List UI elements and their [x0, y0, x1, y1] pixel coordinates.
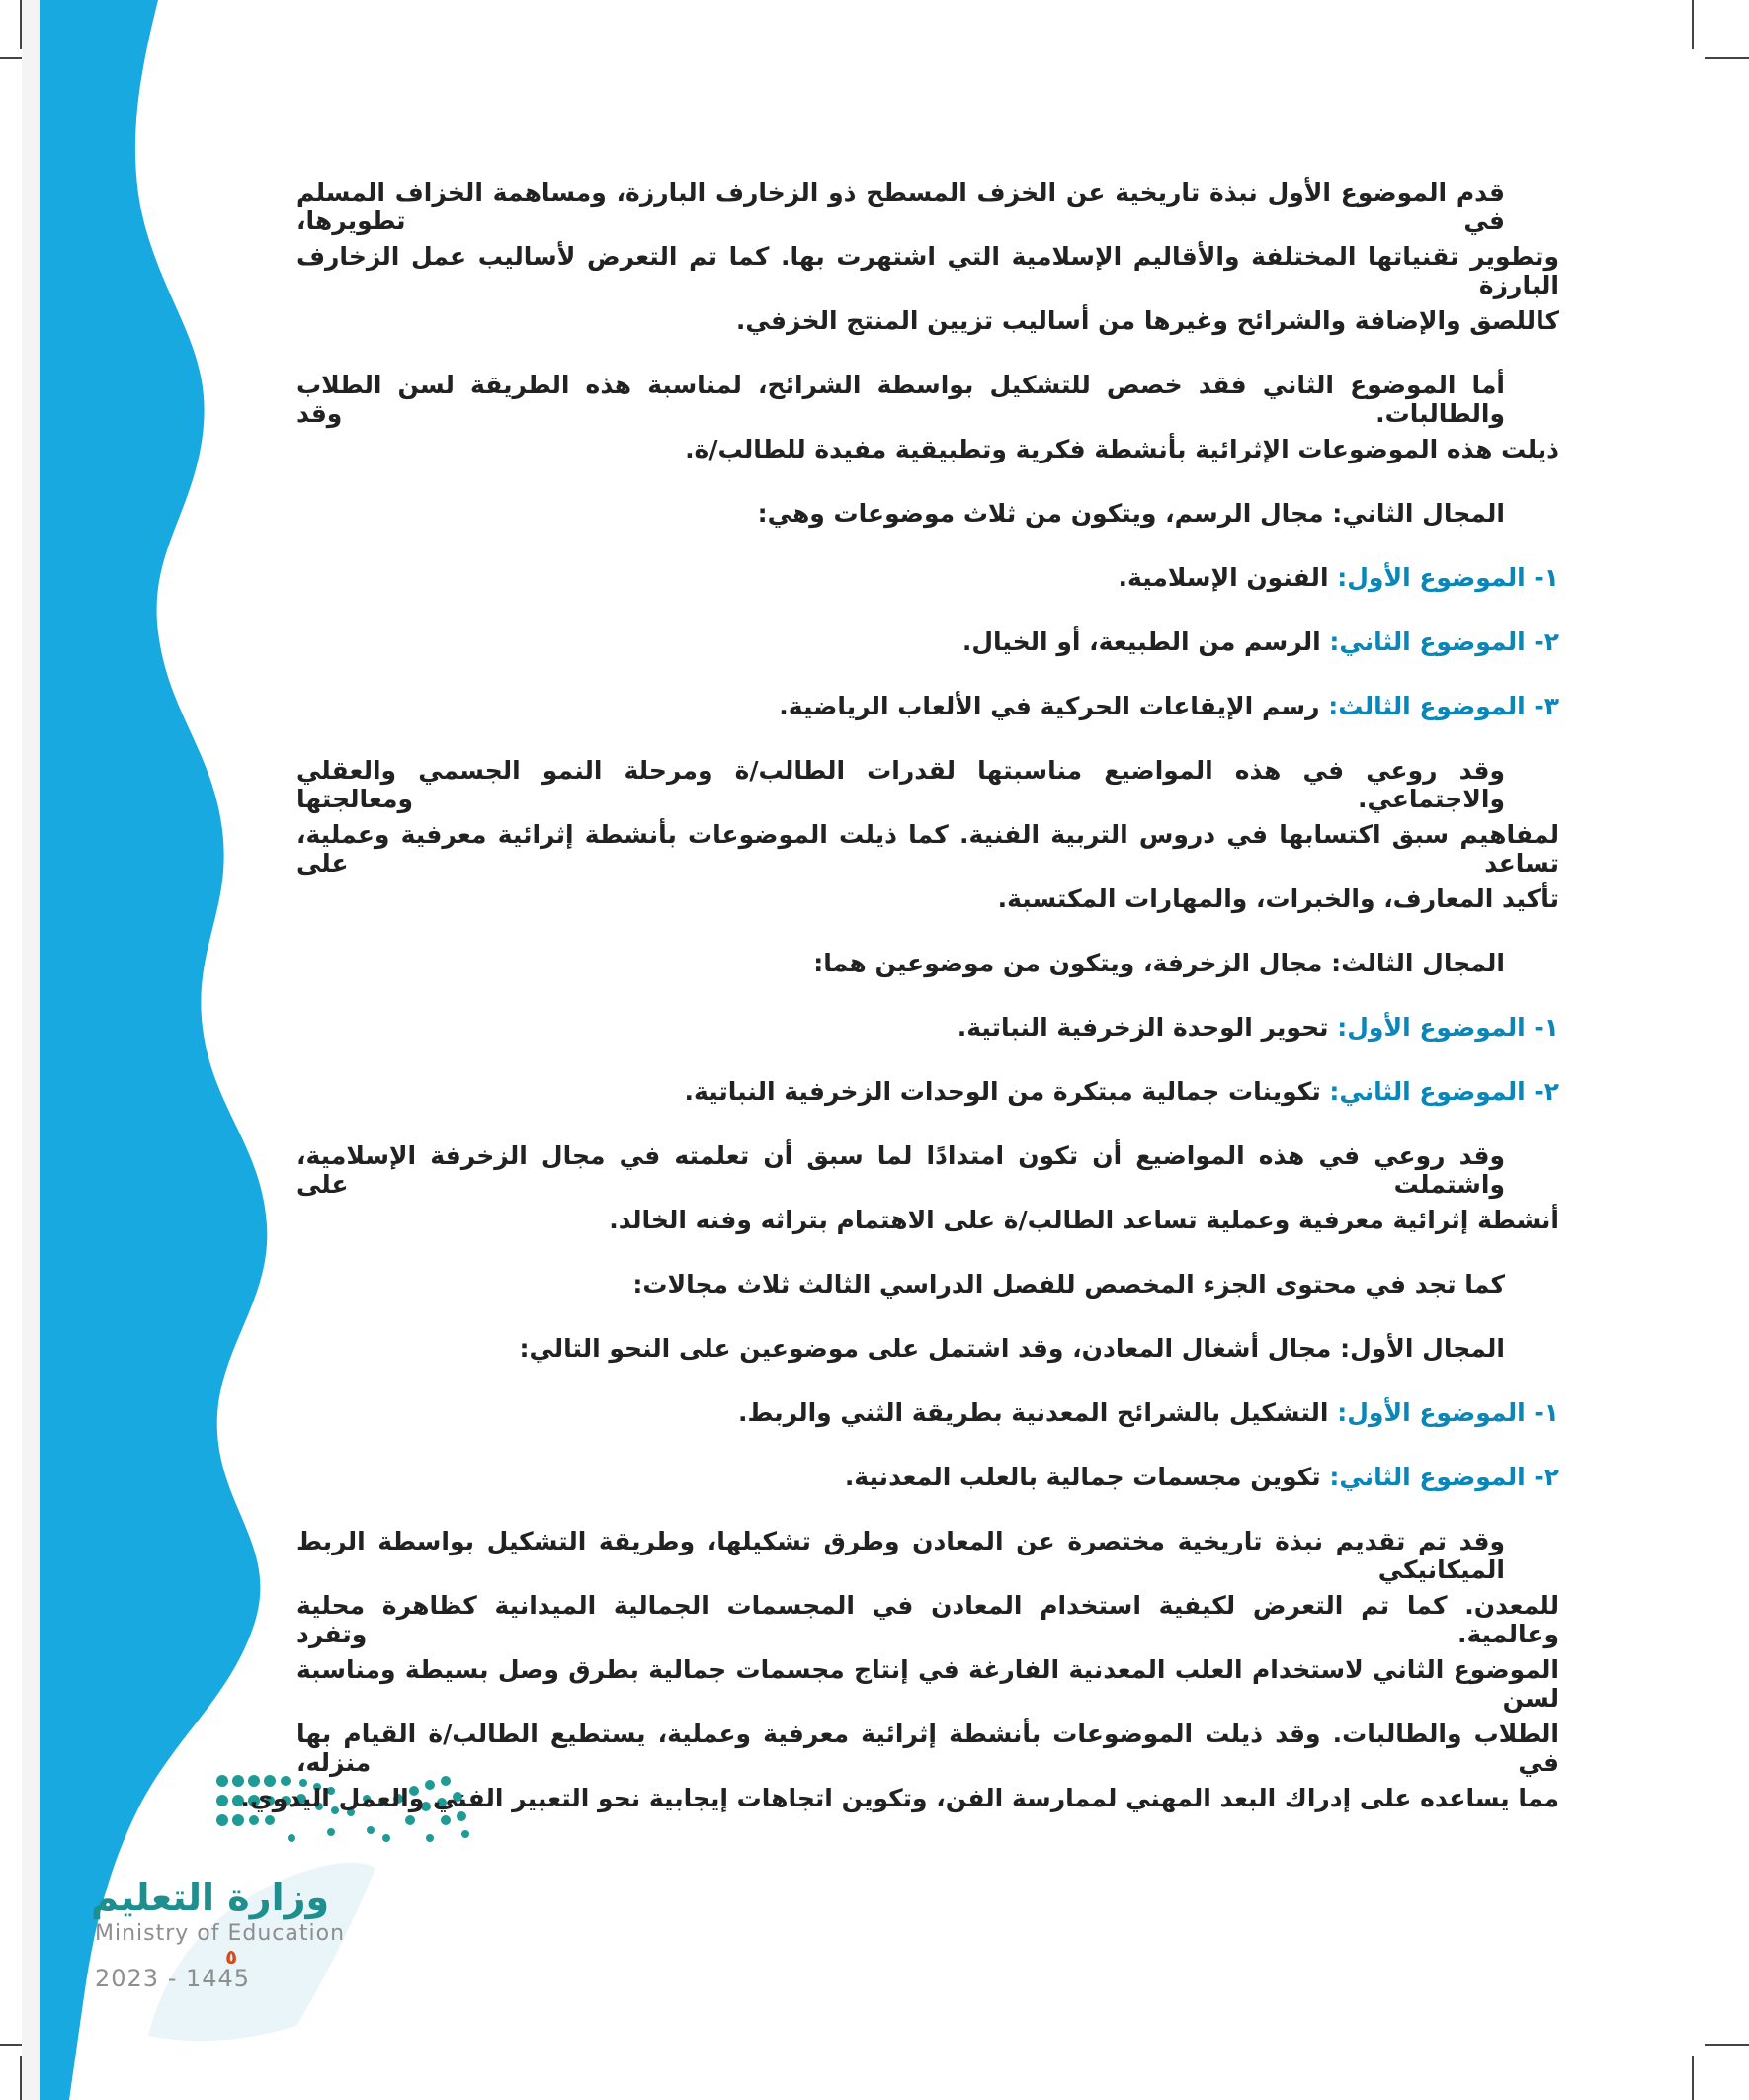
item-label: ١- الموضوع الأول: [1337, 563, 1559, 592]
item-text: رسم الإيقاعات الحركية في الألعاب الرياضية. [779, 692, 1320, 720]
item-label: ٢- الموضوع الثاني: [1329, 1463, 1559, 1491]
item-text: تكوين مجسمات جمالية بالعلب المعدنية. [844, 1463, 1321, 1491]
crop-mark [1692, 2056, 1694, 2100]
item-label: ١- الموضوع الأول: [1337, 1013, 1559, 1042]
item-text: التشكيل بالشرائح المعدنية بطريقة الثني والربط. [737, 1398, 1329, 1427]
field-2-item-3 [779, 692, 1559, 720]
watermark-shape [128, 1838, 385, 2056]
item-label: ٢- الموضوع الثاني: [1329, 1077, 1559, 1106]
crop-mark [1705, 2044, 1749, 2046]
paragraph-3-line-2: لمفاهيم سبق اكتسابها في دروس التربية الفنية. كما ذيلت الموضوعات بأنشطة إثرائية معرفية وعملية، تساعد على [296, 820, 1559, 878]
paragraph-5-line-2: للمعدن. كما تم التعرض لكيفية استخدام المعادن في المجسمات الجمالية الميدانية كظاهرة محلية وعالمية. وتفرد [296, 1591, 1559, 1648]
item-label: ٢- الموضوع الثاني: [1329, 628, 1559, 656]
side-band-white-edge [22, 0, 40, 2100]
paragraph-1-line-1: قدم الموضوع الأول نبذة تاريخية عن الخزف المسطح ذو الزخارف البارزة، ومساهمة الخزاف المسلم في تطويرها، [296, 178, 1505, 235]
field-2-item-1 [1119, 563, 1559, 592]
page-number: ٥ [225, 1945, 238, 1969]
paragraph-2-line-2: ذيلت هذه الموضوعات الإثرائية بأنشطة فكرية وتطبيقية مفيدة للطالب/ة. [685, 435, 1559, 463]
item-text: الفنون الإسلامية. [1118, 563, 1329, 592]
paragraph-5-line-4: الطلاب والطالبات. وقد ذيلت الموضوعات بأنشطة إثرائية معرفية وعملية، يستطيع الطالب/ة القيام بها في منزله، [296, 1720, 1559, 1777]
field-2-heading: المجال الثاني: مجال الرسم، ويتكون من ثلاث موضوعات وهي: [757, 499, 1505, 528]
paragraph-4-line-1: وقد روعي في هذه المواضيع أن تكون امتدادًا لما سبق أن تعلمته في مجال الزخرفة الإسلامية، واشتملت على [296, 1141, 1505, 1199]
crop-mark [1705, 57, 1749, 59]
item-text: الرسم من الطبيعة، أو الخيال. [961, 628, 1321, 656]
paragraph-3-line-1: وقد روعي في هذه المواضيع مناسبتها لقدرات الطالب/ة ومرحلة النمو الجسمي والعقلي والاجتماعي. ومعالجتها [296, 756, 1505, 813]
paragraph-3-line-3: تأكيد المعارف، والخبرات، والمهارات المكتسبة. [997, 884, 1559, 913]
ministry-logo-dots [212, 1769, 509, 1858]
paragraph-4-line-2: أنشطة إثرائية معرفية وعملية تساعد الطالب/ة على الاهتمام بتراثه وفنه الخالد. [609, 1206, 1559, 1234]
field-1-heading: المجال الأول: مجال أشغال المعادن، وقد اشتمل على موضوعين على النحو التالي: [519, 1334, 1505, 1363]
item-text: تكوينات جمالية مبتكرة من الوحدات الزخرفية النباتية. [684, 1077, 1321, 1106]
field-2-item-2 [962, 628, 1559, 656]
item-label: ١- الموضوع الأول: [1337, 1398, 1559, 1427]
paragraph-5-line-5: مما يساعده على إدراك البعد المهني لممارسة الفن، وتكوين اتجاهات إيجابية نحو التعبير الفني والعمل اليدوي. [240, 1784, 1559, 1812]
field-3-item-2 [685, 1077, 1559, 1106]
ministry-year: 2023 - 1445 [95, 1965, 251, 1992]
paragraph-2-line-1: أما الموضوع الثاني فقد خصص للتشكيل بواسطة الشرائح، لمناسبة هذه الطريقة لسن الطلاب والطالبات. وقد [296, 371, 1505, 428]
field-1-item-1 [738, 1398, 1559, 1427]
paragraph-5-line-3: الموضوع الثاني لاستخدام العلب المعدنية الفارغة في إنتاج مجسمات جمالية بطرق وصل بسيطة ومناسبة لسن [296, 1655, 1559, 1713]
ministry-name-en: Ministry of Education [95, 1921, 346, 1946]
paragraph-1-line-3: كاللصق والإضافة والشرائح وغيرها من أساليب تزيين المنتج الخزفي. [735, 306, 1559, 335]
ministry-name-ar: وزارة التعليم [91, 1876, 330, 1919]
item-label: ٣- الموضوع الثالث: [1328, 692, 1559, 720]
field-3-heading: المجال الثالث: مجال الزخرفة، ويتكون من موضوعين هما: [813, 949, 1505, 977]
paragraph-5-line-1: وقد تم تقديم نبذة تاريخية مختصرة عن المعادن وطرق تشكيلها، وطريقة التشكيل بواسطة الربط الميكانيكي [296, 1527, 1505, 1584]
term-3-intro: كما تجد في محتوى الجزء المخصص للفصل الدراسي الثالث ثلاث مجالات: [632, 1270, 1505, 1299]
field-3-item-1 [958, 1013, 1559, 1042]
paragraph-1-line-2: وتطوير تقنياتها المختلفة والأقاليم الإسلامية التي اشتهرت بها. كما تم التعرض لأساليب عمل الزخارف البارزة [296, 242, 1559, 299]
field-1-item-2 [845, 1463, 1559, 1491]
item-text: تحوير الوحدة الزخرفية النباتية. [957, 1013, 1329, 1042]
crop-mark [1692, 0, 1694, 49]
